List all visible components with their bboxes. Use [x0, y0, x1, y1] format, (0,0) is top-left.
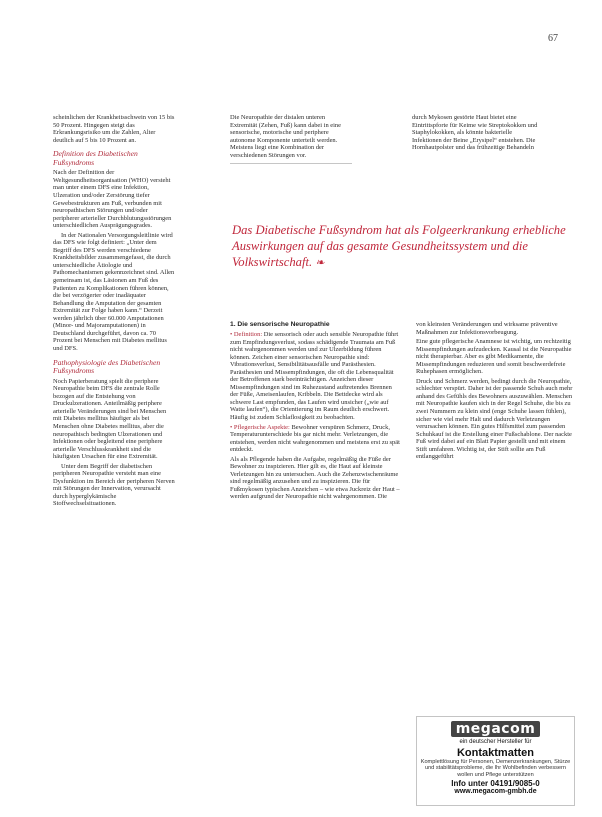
prevention-paragraph: von kleinsten Veränderungen und wirksame präventive Maßnahmen zur Infektionsvorbeugung. [416, 321, 558, 336]
megacom-logo [417, 720, 574, 738]
bullet-definition-label: Definition: [233, 331, 263, 338]
page-number: 67 [548, 33, 558, 44]
bullet-care-aspects [230, 424, 400, 454]
ad-tagline: ein deutscher Hersteller für [459, 739, 532, 745]
bullet-definition-text: Die sensorisch oder auch sensible Neuropathie führt zum Empfindungsverlust, sodass schädigende Traumata am Fuß nicht wahrgenommen werden und zur Ulzerbildung führen können. Zeichen einer sensorischen Neuropathie sind: Vibrationsverlust, Sensibilitätsausfälle und Parästhesien. Parästhesien und Missempfindungen, die oft die Lebensqualität der Betroffenen stark beeinträchtigen. Anzeichen dieser Missempfindungen sind im Ruhezustand auftretendes Brennen der Füße, Ameisenlaufen, Kribbeln. Die Bettdecke wird als schwere Last empfunden, das Laufen wird unsicher („wie auf Watte laufen“), die Orientierung im Raum deutlich erschwert. Häufig ist zudem Schlaflosigkeit zu beobachten. [230, 331, 399, 422]
bullet-icon: • [230, 331, 233, 338]
ad-website-link[interactable]: www.megacom-gmbh.de [454, 788, 537, 796]
pull-quote-text: Das Diabetische Fußsyndrom hat als Folgeerkrankung erhebliche Auswirkungen auf das gesamte Gesundheitssystem und die Volkswirtschaft. [232, 223, 566, 269]
column-5 [416, 321, 573, 463]
pull-quote [232, 222, 572, 271]
ad-title: Kontaktmatten [456, 747, 534, 759]
ad-subtitle: Komplettlösung für Personen, Demenzerkrankungen, Stürze und stabilitätsprobleme, die Ihr Wohlbefinden verbessern wollen und Pflege unterstützen [420, 759, 571, 778]
column-3-paragraph: durch Mykosen gestörte Haut bietet eine Eintrittspforte für Keime wie Streptokokken und Staphylokokken, als könnte bakterielle Infektionen der Beine „Erysipel“ entstehen. Die Hornhautpolster und das frühzeitige Behandeln [412, 114, 538, 152]
bullet-icon: • [230, 423, 233, 431]
pathophysiology-heading: Pathophysiologie des Diabetischen Fußsyndroms [53, 357, 161, 376]
neuropathy-definition-paragraph: Unter dem Begriff der diabetischen peripheren Neuropathie versteht man eine Dysfunktion im Bereich der peripheren Nerven mit Störungen der Innervation, verursacht durch hyperglykämische Stoffwechselsituationen. [53, 462, 175, 508]
anamnesis-paragraph: Eine gute pflegerische Anamnese ist wichtig, um rechtzeitig Missempfindungen aufzudecken. Kausal ist die Neuropathie nicht therapierbar. Aber es gibt Medikamente, die Missempfindungen reduzieren und somit beschwerdefreie Ruhephasen ermöglichen. [416, 338, 572, 376]
inspection-paragraph: Als als Pflegende haben die Aufgabe, regelmäßig die Füße der Bewohner zu inspizieren. Hier gilt es, die Haut auf kleinste Verletzungen hin zu untersuchen. Auch die Zehenzwischenräume sind regelmäßig anzusehen und zu inspizieren. Die für Fußmykosen typischen Anzeichen – wie etwa Juckreiz der Haut – werden aufgrund der Neuropathie nicht wahrgenommen. Die [230, 455, 400, 501]
bullet-definition [230, 331, 400, 422]
column-3-top [412, 114, 540, 154]
column-2-top [230, 114, 352, 161]
end-ornament-icon: ❧ [315, 257, 325, 269]
bullet-care-aspects-text: Bewohner verspüren Schmerz, Druck, Temperaturunterschiede bis gar nicht mehr. Verletzungen, die entstehen, werden nicht wahrgenommen und meistens erst zu spät entdeckt. [230, 423, 400, 454]
guideline-paragraph: In der Nationalen Versorgungsleitlinie wird das DFS wie folgt definiert: „Unter dem Begriff des DFS werden verschiedene Krankheitsbilder zusammengefasst, die durch unterschiedliche Ätiologie und Pathomechanismen gekennzeichnet sind. Allen gemeinsam ist, das Läsionen am Fuß des Patienten zu Komplikationen führen können, die bei verzögerter oder inadäquater Behandlung die Amputation der gesamten Extremität zur Folge haben kann.“ Derzeit werden jährlich über 60.000 Amputationen (Minor- und Majoramputationen) in Deutschland durchgeführt, davon ca. 70 Prozent bei Menschen mit Diabetes mellitus und DFS. [53, 231, 175, 352]
intro-paragraph: scheinlichen der Krankheitsschwein von 15 bis 50 Prozent. Hingegen steigt das Erkrankungsrisiko um die Zahlen, Alter deutlich auf 5 bis 10 Prozent an. [53, 114, 175, 144]
ad-phone: Info unter 04191/9085-0 [451, 779, 540, 789]
advertisement-box [416, 716, 575, 806]
pathophysiology-paragraph: Noch Papierberatung spielt die periphere Neuropathie beim DFS die zentrale Rolle bezogen auf die Entstehung von Druckulzerationen. Anteilmäßig periphere arterielle Veränderungen sind bei Menschen mit Diabetes mellitus häufiger als bei Menschen ohne Diabetes mellitus, aber die neuropathisch bedingten Ulzerationen und Infektionen oder begleitend eine periphere arterielle Verschlusskrankheit sind die häufigsten Ursachen für eine Extremität. [53, 377, 167, 461]
divider-rule [230, 163, 352, 164]
sensory-neuropathy-heading: 1. Die sensorische Neuropathie [230, 321, 330, 328]
shoe-paragraph: Druck und Schmerz werden, bedingt durch die Neuropathie, schlechter verspürt. Daher ist der passende Schuh auch mehr anhand des Gefühls des Bewohners auszuwählen. Menschen mit Neuropathie kaufen sich in der Regel Schuhe, die bis zu zwei Nummern zu klein sind (enge Schuhe lassen fühlen), sicher wie viel mehr Halt und dadurch Verletzungen verursachen können. Ein gutes Hilfsmittel zum passenden Schuhkauf ist die Erstellung einer Fußschablone. Der nackte Fuß wird dabei auf ein Blatt Papier gestellt und mit einem Stift umfahren. Wichtig ist, der Stift sollte am Fuß entlanggeführt [416, 377, 573, 461]
definition-paragraph: Nach der Definition der Weltgesundheitsorganisation (WHO) versteht man unter einem DFS eine Infektion, Ulzeration und/oder Zerstörung tiefer Gewebestrukturen am Fuß, verbunden mit neuropathischen Störungen und/oder peripherer arterieller Durchblutungsstörungen unterschiedlichen Ausprägungsgrades. [53, 169, 172, 230]
column-2-paragraph: Die Neuropathie der distalen unteren Extremität (Zehen, Fuß) kann dabei in eine sensorische, motorische und periphere autonome Komponente unterteilt werden. Meistens liegt eine Kombination der verschiedenen Störungen vor. [230, 114, 342, 159]
bullet-care-aspects-label: Pflegerische Aspekte: [233, 423, 290, 431]
column-4 [230, 321, 400, 503]
column-1 [53, 114, 175, 510]
definition-heading: Definition des Diabetischen Fußsyndroms [53, 149, 138, 167]
logo-text: megacom [451, 721, 541, 737]
